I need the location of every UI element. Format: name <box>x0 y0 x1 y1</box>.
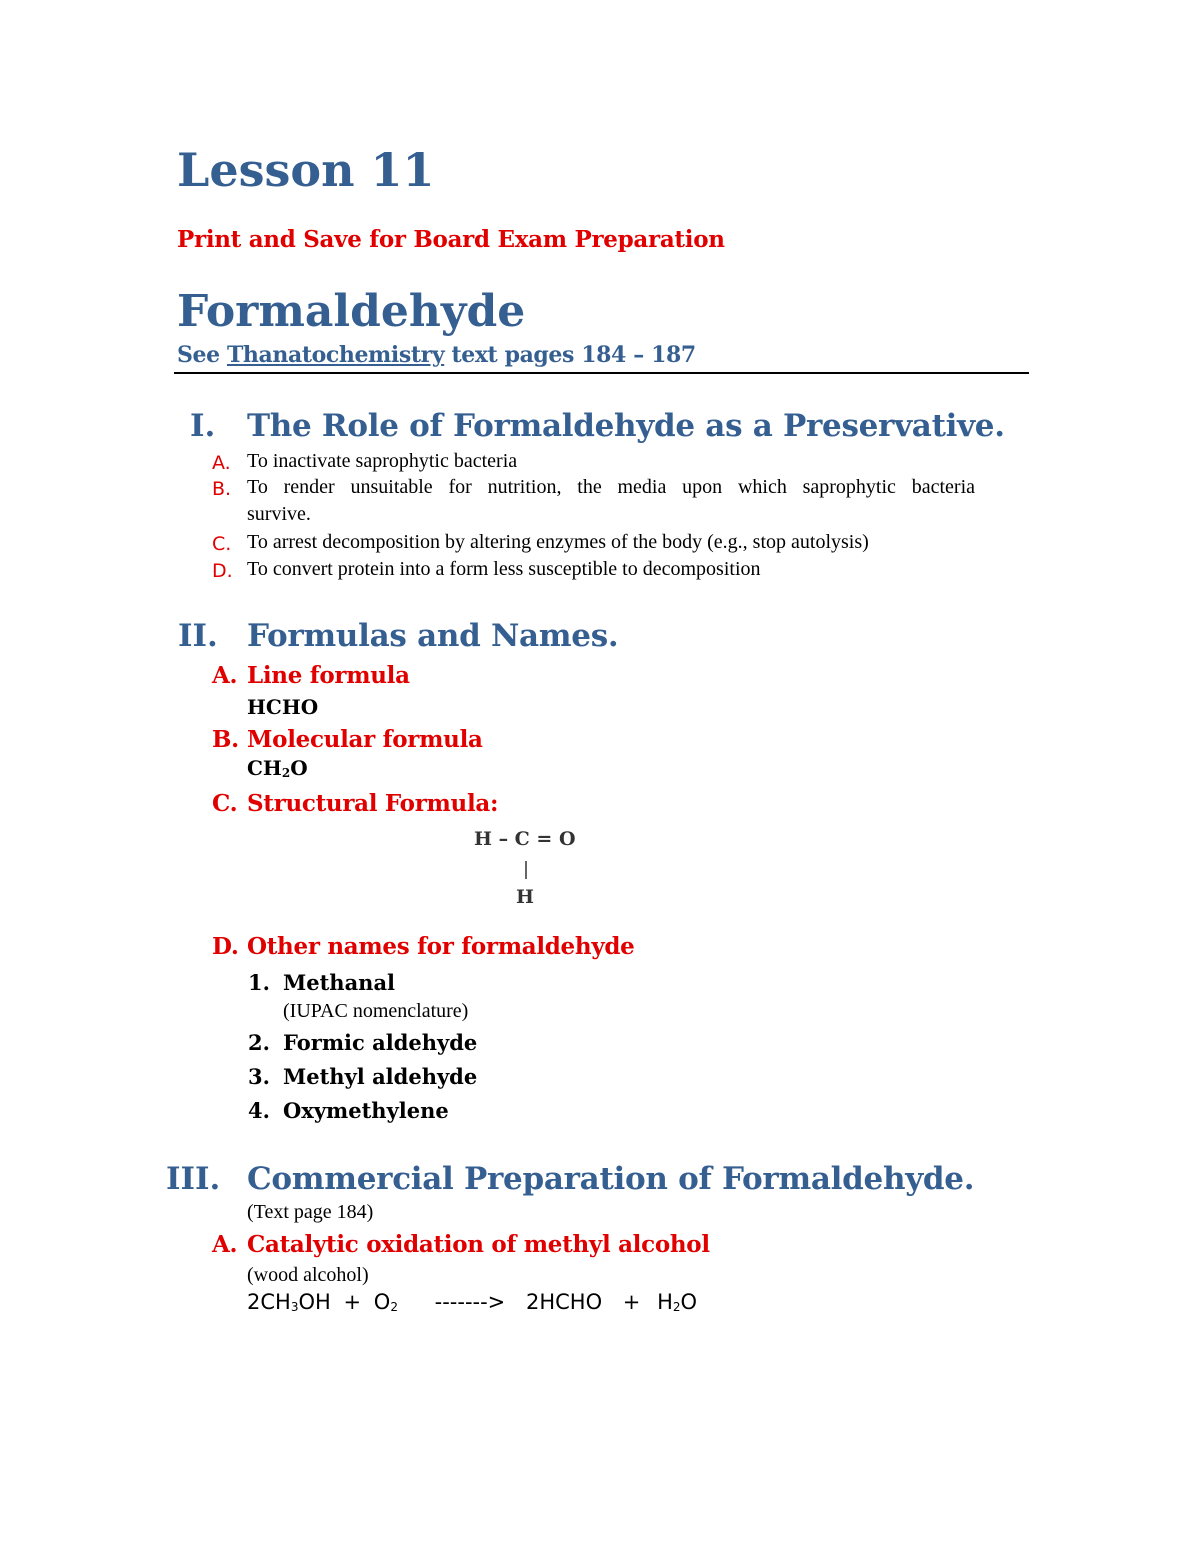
list-item: To arrest decomposition by altering enzymes of the body (e.g., stop autolysis) <box>247 531 869 553</box>
structural-formula-bond <box>525 861 527 879</box>
section-1-title: The Role of Formaldehyde as a Preservative. <box>247 408 1005 444</box>
lesson-title: Lesson 11 <box>177 143 435 197</box>
name-item: Oxymethylene <box>283 1098 449 1123</box>
subhead-structural-formula: Structural Formula: <box>247 790 499 817</box>
name-note: (IUPAC nomenclature) <box>283 1000 469 1022</box>
subhead-molecular-formula: Molecular formula <box>247 726 483 753</box>
structural-formula-row2: H <box>516 886 534 908</box>
subhead-letter: D. <box>212 933 239 960</box>
name-item: Methyl aldehyde <box>283 1064 478 1089</box>
section-2-number: II. <box>178 618 218 654</box>
horizontal-rule <box>174 372 1029 374</box>
name-item: Methanal <box>283 970 396 995</box>
subhead-letter: C. <box>212 790 238 817</box>
subhead-letter: A. <box>212 1231 238 1258</box>
subhead-letter: A. <box>212 662 238 689</box>
reference-prefix: See <box>177 342 220 368</box>
reference-line <box>177 342 696 368</box>
list-item: To inactivate saprophytic bacteria <box>247 450 518 472</box>
subhead-catalytic-oxidation: Catalytic oxidation of methyl alcohol <box>247 1231 710 1258</box>
subhead-letter: B. <box>212 726 239 753</box>
name-number: 3. <box>248 1064 270 1089</box>
topic-title: Formaldehyde <box>177 286 526 337</box>
list-item: To convert protein into a form less susceptible to decomposition <box>247 558 761 580</box>
reaction-equation: $2CH_3OH + O_2$ -------> 2HCHO + $H_2O$ <box>247 1290 698 1314</box>
reference-book: Thanatochemistry <box>226 342 445 368</box>
structural-formula-row1: H – C = O <box>474 828 576 850</box>
list-item-continuation: survive. <box>247 503 311 525</box>
reference-pages: text pages 184 – 187 <box>451 342 696 368</box>
list-item: To render unsuitable for nutrition, the media upon which saprophytic bacteria <box>247 476 975 498</box>
section-3-note: (Text page 184) <box>247 1201 374 1223</box>
section-2-title: Formulas and Names. <box>247 618 619 654</box>
item-letter: C. <box>212 533 232 555</box>
name-number: 4. <box>248 1098 270 1123</box>
item-letter: D. <box>212 560 233 582</box>
name-item: Formic aldehyde <box>283 1030 478 1055</box>
subhead-other-names: Other names for formaldehyde <box>247 933 635 960</box>
subtitle: Print and Save for Board Exam Preparation <box>177 226 725 253</box>
name-number: 2. <box>248 1030 270 1055</box>
item-letter: B. <box>212 478 232 500</box>
wood-alcohol-note: (wood alcohol) <box>247 1264 369 1286</box>
section-3-title: Commercial Preparation of Formaldehyde. <box>247 1161 975 1197</box>
item-letter: A. <box>212 452 231 474</box>
section-1-number: I. <box>190 408 216 444</box>
section-3-number: III. <box>166 1161 221 1197</box>
subhead-line-formula: Line formula <box>247 662 410 689</box>
line-formula-value: HCHO <box>247 695 319 719</box>
name-number: 1. <box>248 970 270 995</box>
molecular-formula-value: $CH_2O$ <box>247 756 308 780</box>
